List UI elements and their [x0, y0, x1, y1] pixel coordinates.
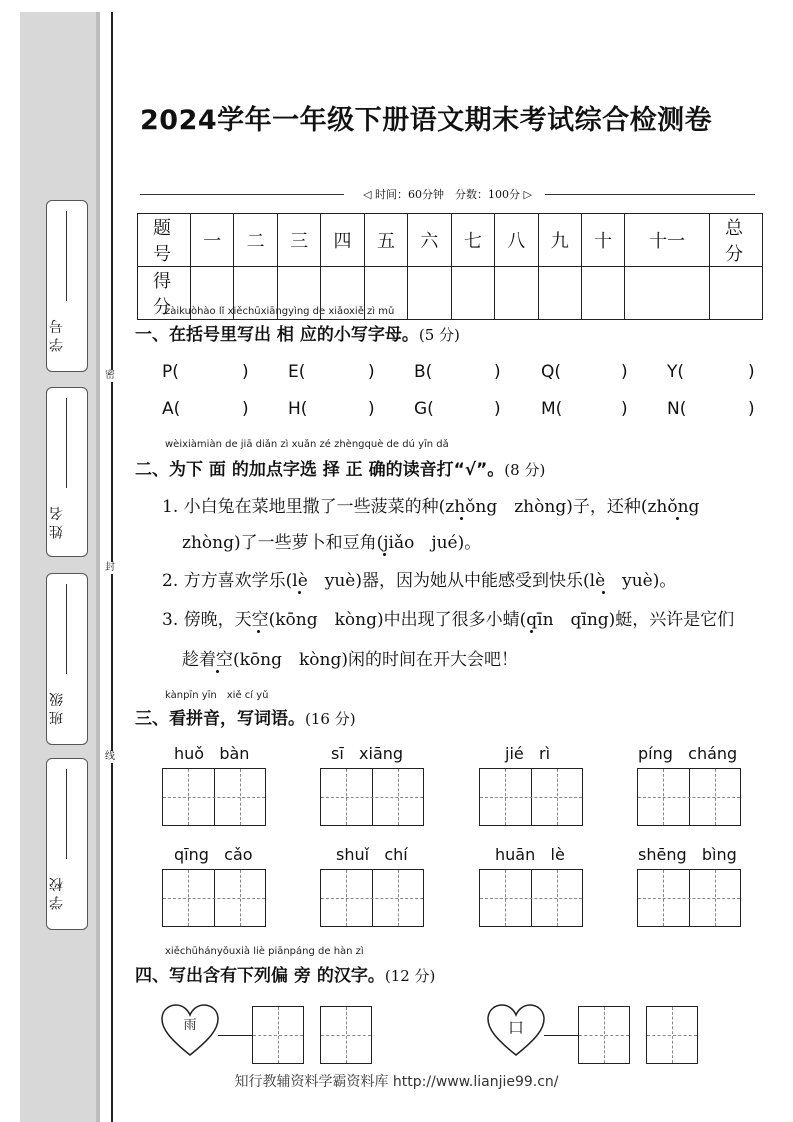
paren-close: )	[494, 362, 501, 382]
emphasis-dot	[460, 517, 463, 520]
divider-left	[140, 194, 344, 195]
name-box	[46, 387, 88, 557]
school-label: 学 校	[49, 877, 65, 911]
fill-line	[66, 584, 67, 674]
pinyin-word	[174, 845, 253, 864]
letter-m: M(	[541, 399, 563, 419]
pinyin-word	[495, 845, 565, 864]
table-cell: 得 分	[138, 267, 191, 320]
letter-n: N(	[667, 399, 687, 419]
pinyin-syllable: lè	[550, 845, 565, 864]
letter-p: P(	[162, 362, 179, 382]
binding-strip	[20, 12, 100, 1122]
pinyin-syllable: bàn	[219, 744, 250, 763]
emphasis-dot	[676, 517, 679, 520]
table-cell: 总 分	[710, 214, 763, 267]
connector-line	[218, 1035, 252, 1036]
writing-grid[interactable]	[637, 768, 741, 826]
paren-close: )	[368, 362, 375, 382]
writing-square[interactable]	[252, 1006, 304, 1064]
divider-right	[545, 194, 755, 195]
paren-close: )	[242, 362, 249, 382]
score-input-cell[interactable]	[625, 267, 710, 320]
letter-g: G(	[414, 399, 434, 419]
question-2-2: 2. 方方喜欢学乐(lè yuè)器，因为她从中能感受到快乐(lè yuè)。	[162, 571, 677, 591]
table-cell: 二	[234, 214, 277, 267]
emphasis-dot	[216, 670, 219, 673]
table-cell: 九	[538, 214, 581, 267]
pinyin-syllable: huān	[495, 845, 536, 864]
emphasis-dot	[257, 630, 260, 633]
fill-line	[66, 211, 67, 301]
pinyin-syllable: chí	[384, 845, 408, 864]
score-input-cell[interactable]	[538, 267, 581, 320]
section4-points: (12 分)	[384, 967, 436, 985]
heart-icon	[486, 1003, 546, 1059]
paren-close: )	[748, 362, 755, 382]
section3-pinyin: kànpīn yīn xiě cí yǔ	[165, 690, 269, 701]
writing-grid[interactable]	[320, 768, 424, 826]
pinyin-syllable: bìng	[701, 845, 737, 864]
emphasis-dot	[298, 591, 301, 594]
score-input-cell[interactable]	[710, 267, 763, 320]
school-box	[46, 758, 88, 930]
exam-info: ◁ 时间：60分钟 分数：100分 ▷	[363, 188, 532, 201]
score-input-cell[interactable]	[495, 267, 538, 320]
pinyin-syllable: sī	[331, 744, 344, 763]
writing-grid[interactable]	[320, 869, 424, 927]
section1-title-text: 一、在括号里写出 相 应的小写字母。	[135, 325, 419, 345]
question-2-3-line1: 3. 傍晚，天空(kōng kòng)中出现了很多小蜻(qīn qīng)蜓，兴许是它们	[162, 610, 735, 630]
section4-title-text: 四、写出含有下列偏 旁 的汉字。	[135, 966, 385, 986]
section4-title	[135, 961, 435, 986]
writing-grid[interactable]	[479, 869, 583, 927]
student-id-label: 学 号	[49, 319, 65, 353]
table-cell: 七	[451, 214, 494, 267]
student-id-box	[46, 200, 88, 372]
question-2-3-line2: 趁着空(kōng kòng)闲的时间在开大会吧！	[182, 650, 518, 670]
writing-grid[interactable]	[162, 768, 266, 826]
writing-grid[interactable]	[479, 768, 583, 826]
table-cell: 八	[495, 214, 538, 267]
writing-square[interactable]	[578, 1006, 630, 1064]
section2-pinyin: wèixiàmiàn de jiā diǎn zì xuǎn zé zhèngquè de dú yīn dǎ	[165, 439, 449, 450]
connector-line	[544, 1035, 578, 1036]
table-cell: 五	[364, 214, 407, 267]
pinyin-syllable: xiāng	[359, 744, 404, 763]
pinyin-syllable: shuǐ	[336, 845, 370, 864]
writing-grid[interactable]	[162, 869, 266, 927]
class-box	[46, 573, 88, 745]
pinyin-word	[174, 744, 249, 763]
score-input-cell[interactable]	[451, 267, 494, 320]
letter-e: E(	[288, 362, 306, 382]
radical-text: 口	[507, 1018, 525, 1037]
section3-points: (16 分)	[305, 710, 356, 728]
letter-h: H(	[288, 399, 308, 419]
paren-close: )	[494, 399, 501, 419]
section2-title	[135, 455, 545, 480]
emphasis-dot	[530, 630, 533, 633]
section1-pinyin: zàikuòhào lǐ xiěchūxiāngyìng de xiǎoxiě zì mǔ	[165, 306, 395, 317]
table-cell: 十	[581, 214, 624, 267]
name-label: 姓 名	[49, 506, 65, 540]
emphasis-dot	[383, 553, 386, 556]
emphasis-dot	[602, 591, 605, 594]
pinyin-syllable: cháng	[688, 744, 738, 763]
letter-q: Q(	[541, 362, 562, 382]
pinyin-syllable: shēng	[638, 845, 687, 864]
table-cell: 题 号	[138, 214, 191, 267]
seal-char-feng: 封	[105, 562, 115, 573]
table-cell: 十一	[625, 214, 710, 267]
pinyin-word	[505, 744, 550, 763]
score-table	[137, 213, 763, 320]
score-input-cell[interactable]	[581, 267, 624, 320]
section2-title-text: 二、为下 面 的加点字选 择 正 确的读音打“√”。	[135, 460, 505, 480]
table-row	[138, 214, 763, 267]
pinyin-word	[331, 744, 403, 763]
letter-y: Y(	[667, 362, 685, 382]
paren-close: )	[621, 362, 628, 382]
pinyin-word	[638, 744, 737, 763]
pinyin-syllable: huǒ	[174, 744, 205, 763]
writing-square[interactable]	[646, 1006, 698, 1064]
writing-grid[interactable]	[637, 869, 741, 927]
seal-char-mi: 密	[105, 370, 115, 381]
class-label: 班 级	[49, 692, 65, 726]
fill-line	[66, 398, 67, 488]
section3-title	[135, 704, 356, 729]
pinyin-word	[638, 845, 737, 864]
writing-square[interactable]	[320, 1006, 372, 1064]
pinyin-syllable: jié	[505, 744, 524, 763]
pinyin-syllable: cǎo	[224, 845, 253, 864]
radical-text: 雨	[183, 1018, 197, 1033]
score-input-cell[interactable]	[408, 267, 451, 320]
section1-title	[135, 320, 460, 345]
paren-close: )	[748, 399, 755, 419]
footer-watermark: 知行教辅资料学霸资料库 http://www.lianjie99.cn/	[234, 1074, 559, 1090]
pinyin-syllable: píng	[638, 744, 673, 763]
binding-strip-edge	[96, 12, 100, 1122]
pinyin-word	[336, 845, 408, 864]
paren-close: )	[621, 399, 628, 419]
letter-b: B(	[414, 362, 433, 382]
section4-pinyin: xiěchūhányǒuxià liè piānpáng de hàn zì	[165, 946, 364, 957]
pinyin-syllable: rì	[539, 744, 551, 763]
section1-points: (5 分)	[418, 326, 460, 344]
section2-points: (8 分)	[504, 461, 546, 479]
letter-a: A(	[162, 399, 181, 419]
table-cell: 四	[321, 214, 364, 267]
paren-close: )	[368, 399, 375, 419]
question-2-1-line1: 1. 小白兔在菜地里撒了一些菠菜的种(zhǒng zhòng)子，还种(zhǒng	[162, 497, 700, 517]
table-cell: 六	[408, 214, 451, 267]
pinyin-syllable: qīng	[174, 845, 209, 864]
fill-line	[66, 769, 67, 859]
paren-close: )	[242, 399, 249, 419]
table-cell: 三	[277, 214, 320, 267]
heart-icon	[160, 1003, 220, 1059]
seal-char-xian: 线	[105, 751, 115, 762]
question-2-1-line2: zhòng)了一些萝卜和豆角(jiǎo jué)。	[182, 533, 482, 553]
table-cell: 一	[191, 214, 234, 267]
page-title: 2024学年一年级下册语文期末考试综合检测卷	[140, 105, 713, 136]
section3-title-text: 三、看拼音，写词语。	[135, 709, 305, 729]
